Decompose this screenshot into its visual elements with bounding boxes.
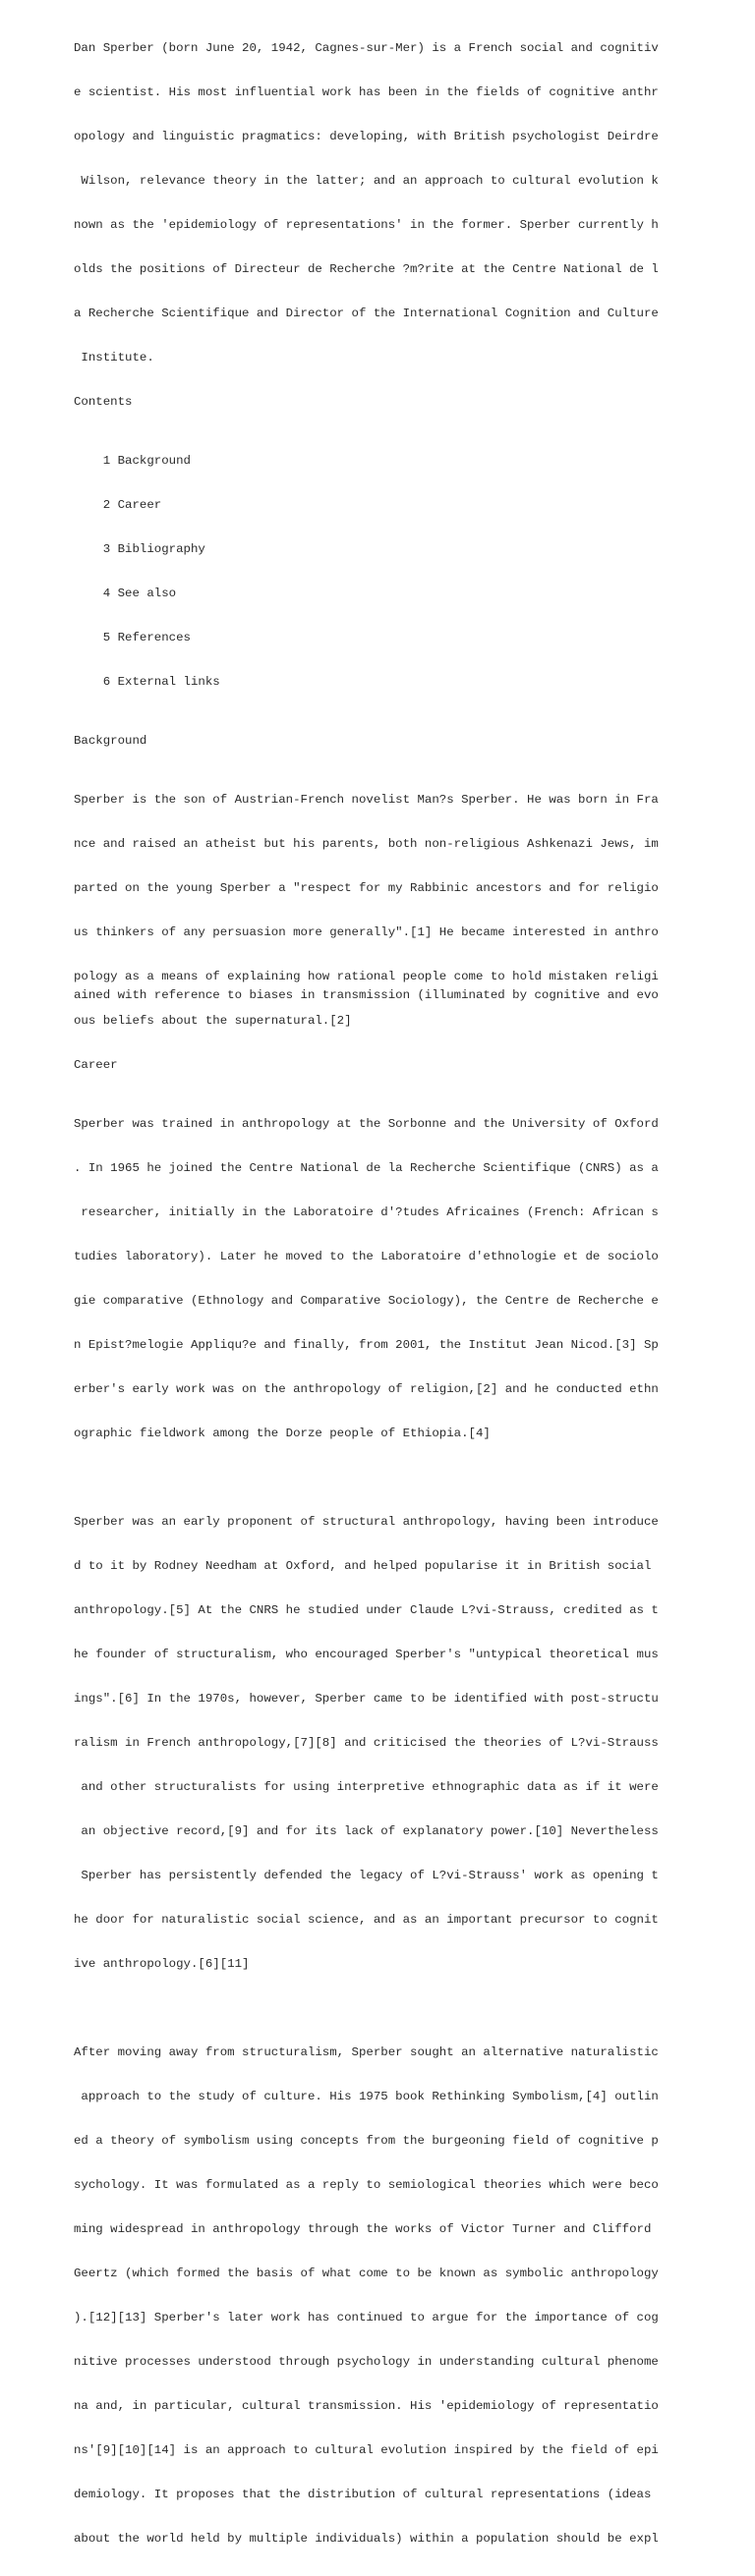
text-line: an objective record,[9] and for its lack of explanatory power.[10] Nevertheless bbox=[74, 1824, 659, 1838]
text-line: Institute. bbox=[74, 351, 154, 364]
text-line: After moving away from structuralism, Sperber sought an alternative naturalistic bbox=[74, 2045, 659, 2059]
text-line: olds the positions of Directeur de Recherche ?m?rite at the Centre National de l bbox=[74, 262, 659, 276]
text-line: Sperber has persistently defended the legacy of L?vi-Strauss' work as opening t bbox=[74, 1869, 659, 1882]
text-line: ralism in French anthropology,[7][8] and criticised the theories of L?vi-Strauss bbox=[74, 1736, 659, 1750]
text-line: e scientist. His most influential work has been in the fields of cognitive anthr bbox=[74, 85, 659, 99]
toc-item-background[interactable]: 1 Background bbox=[74, 454, 191, 468]
text-line: demiology. It proposes that the distribution of cultural representations (ideas bbox=[74, 2488, 659, 2501]
text-line: gie comparative (Ethnology and Comparative Sociology), the Centre de Recherche e bbox=[74, 1294, 659, 1308]
text-line: ming widespread in anthropology through the works of Victor Turner and Clifford bbox=[74, 2222, 659, 2236]
text-line: he founder of structuralism, who encouraged Sperber's "untypical theoretical mus bbox=[74, 1648, 659, 1661]
text-line: tudies laboratory). Later he moved to the Laboratoire d'ethnologie et de sociolo bbox=[74, 1250, 659, 1263]
text-line: nitive processes understood through psychology in understanding cultural phenome bbox=[74, 2355, 659, 2369]
text-line: about the world held by multiple individuals) within a population should be expl bbox=[74, 2532, 659, 2546]
toc-item-career[interactable]: 2 Career bbox=[74, 498, 162, 512]
text-line: ous beliefs about the supernatural.[2] bbox=[74, 1014, 352, 1028]
text-line: . In 1965 he joined the Centre National de la Recherche Scientifique (CNRS) as a bbox=[74, 1161, 659, 1175]
text-line: d to it by Rodney Needham at Oxford, and helped popularise it in British social bbox=[74, 1559, 659, 1573]
text-line: ive anthropology.[6][11] bbox=[74, 1957, 250, 1971]
text-line: and other structuralists for using interpretive ethnographic data as if it were bbox=[74, 1780, 659, 1794]
career-paragraph-2 bbox=[74, 1485, 742, 2001]
toc-item-bibliography[interactable]: 3 Bibliography bbox=[74, 542, 205, 556]
text-line: researcher, initially in the Laboratoire d'?tudes Africaines (French: African s bbox=[74, 1205, 659, 1219]
text-line: Geertz (which formed the basis of what come to be known as symbolic anthropology bbox=[74, 2267, 659, 2280]
text-line: sychology. It was formulated as a reply to semiological theories which were beco bbox=[74, 2178, 659, 2192]
contents-heading: Contents bbox=[74, 395, 133, 409]
text-line: Dan Sperber (born June 20, 1942, Cagnes-sur-Mer) is a French social and cognitiv bbox=[74, 41, 659, 55]
text-line: na and, in particular, cultural transmission. His 'epidemiology of representatio bbox=[74, 2399, 659, 2413]
text-line: Sperber was trained in anthropology at the Sorbonne and the University of Oxford bbox=[74, 1117, 659, 1131]
toc-item-see-also[interactable]: 4 See also bbox=[74, 587, 177, 600]
text-line: he door for naturalistic social science, and as an important precursor to cognit bbox=[74, 1913, 659, 1927]
text-line: approach to the study of culture. His 1975 book Rethinking Symbolism,[4] outlin bbox=[74, 2090, 659, 2103]
text-line: us thinkers of any persuasion more generally".[1] He became interested in anthro bbox=[74, 925, 659, 939]
intro-paragraph bbox=[74, 12, 742, 395]
text-line: nown as the 'epidemiology of representations' in the former. Sperber currently h bbox=[74, 218, 659, 232]
page-bottom-line: ained with reference to biases in transmission (illuminated by cognitive and evo bbox=[74, 988, 659, 1002]
text-line: ).[12][13] Sperber's later work has continued to argue for the importance of cog bbox=[74, 2311, 659, 2324]
text-line: ographic fieldwork among the Dorze people of Ethiopia.[4] bbox=[74, 1427, 491, 1440]
text-line: Sperber was an early proponent of structural anthropology, having been introduce bbox=[74, 1515, 659, 1529]
document-page bbox=[74, 12, 742, 2576]
table-of-contents bbox=[74, 424, 742, 719]
text-line: Wilson, relevance theory in the latter; and an approach to cultural evolution k bbox=[74, 174, 659, 188]
background-paragraph bbox=[74, 763, 742, 1058]
text-line: pology as a means of explaining how rational people come to hold mistaken religi bbox=[74, 970, 659, 983]
career-paragraph-3 bbox=[74, 2016, 742, 2576]
text-line: ns'[9][10][14] is an approach to cultural evolution inspired by the field of epi bbox=[74, 2443, 659, 2457]
career-paragraph-1 bbox=[74, 1088, 742, 1471]
background-heading: Background bbox=[74, 734, 147, 748]
toc-item-references[interactable]: 5 References bbox=[74, 631, 191, 644]
toc-item-external-links[interactable]: 6 External links bbox=[74, 675, 220, 689]
text-line: erber's early work was on the anthropology of religion,[2] and he conducted ethn bbox=[74, 1382, 659, 1396]
text-line: Sperber is the son of Austrian-French novelist Man?s Sperber. He was born in Fra bbox=[74, 793, 659, 807]
text-line: anthropology.[5] At the CNRS he studied under Claude L?vi-Strauss, credited as t bbox=[74, 1603, 659, 1617]
text-line: opology and linguistic pragmatics: developing, with British psychologist Deirdre bbox=[74, 130, 659, 143]
text-line: parted on the young Sperber a "respect for my Rabbinic ancestors and for religio bbox=[74, 881, 659, 895]
text-line: ed a theory of symbolism using concepts from the burgeoning field of cognitive p bbox=[74, 2134, 659, 2148]
text-line: a Recherche Scientifique and Director of the International Cognition and Culture bbox=[74, 307, 659, 320]
text-line: n Epist?melogie Appliqu?e and finally, from 2001, the Institut Jean Nicod.[3] Sp bbox=[74, 1338, 659, 1352]
career-heading: Career bbox=[74, 1058, 118, 1072]
text-line: ings".[6] In the 1970s, however, Sperber came to be identified with post-structu bbox=[74, 1692, 659, 1706]
text-line: nce and raised an atheist but his parents, both non-religious Ashkenazi Jews, im bbox=[74, 837, 659, 851]
